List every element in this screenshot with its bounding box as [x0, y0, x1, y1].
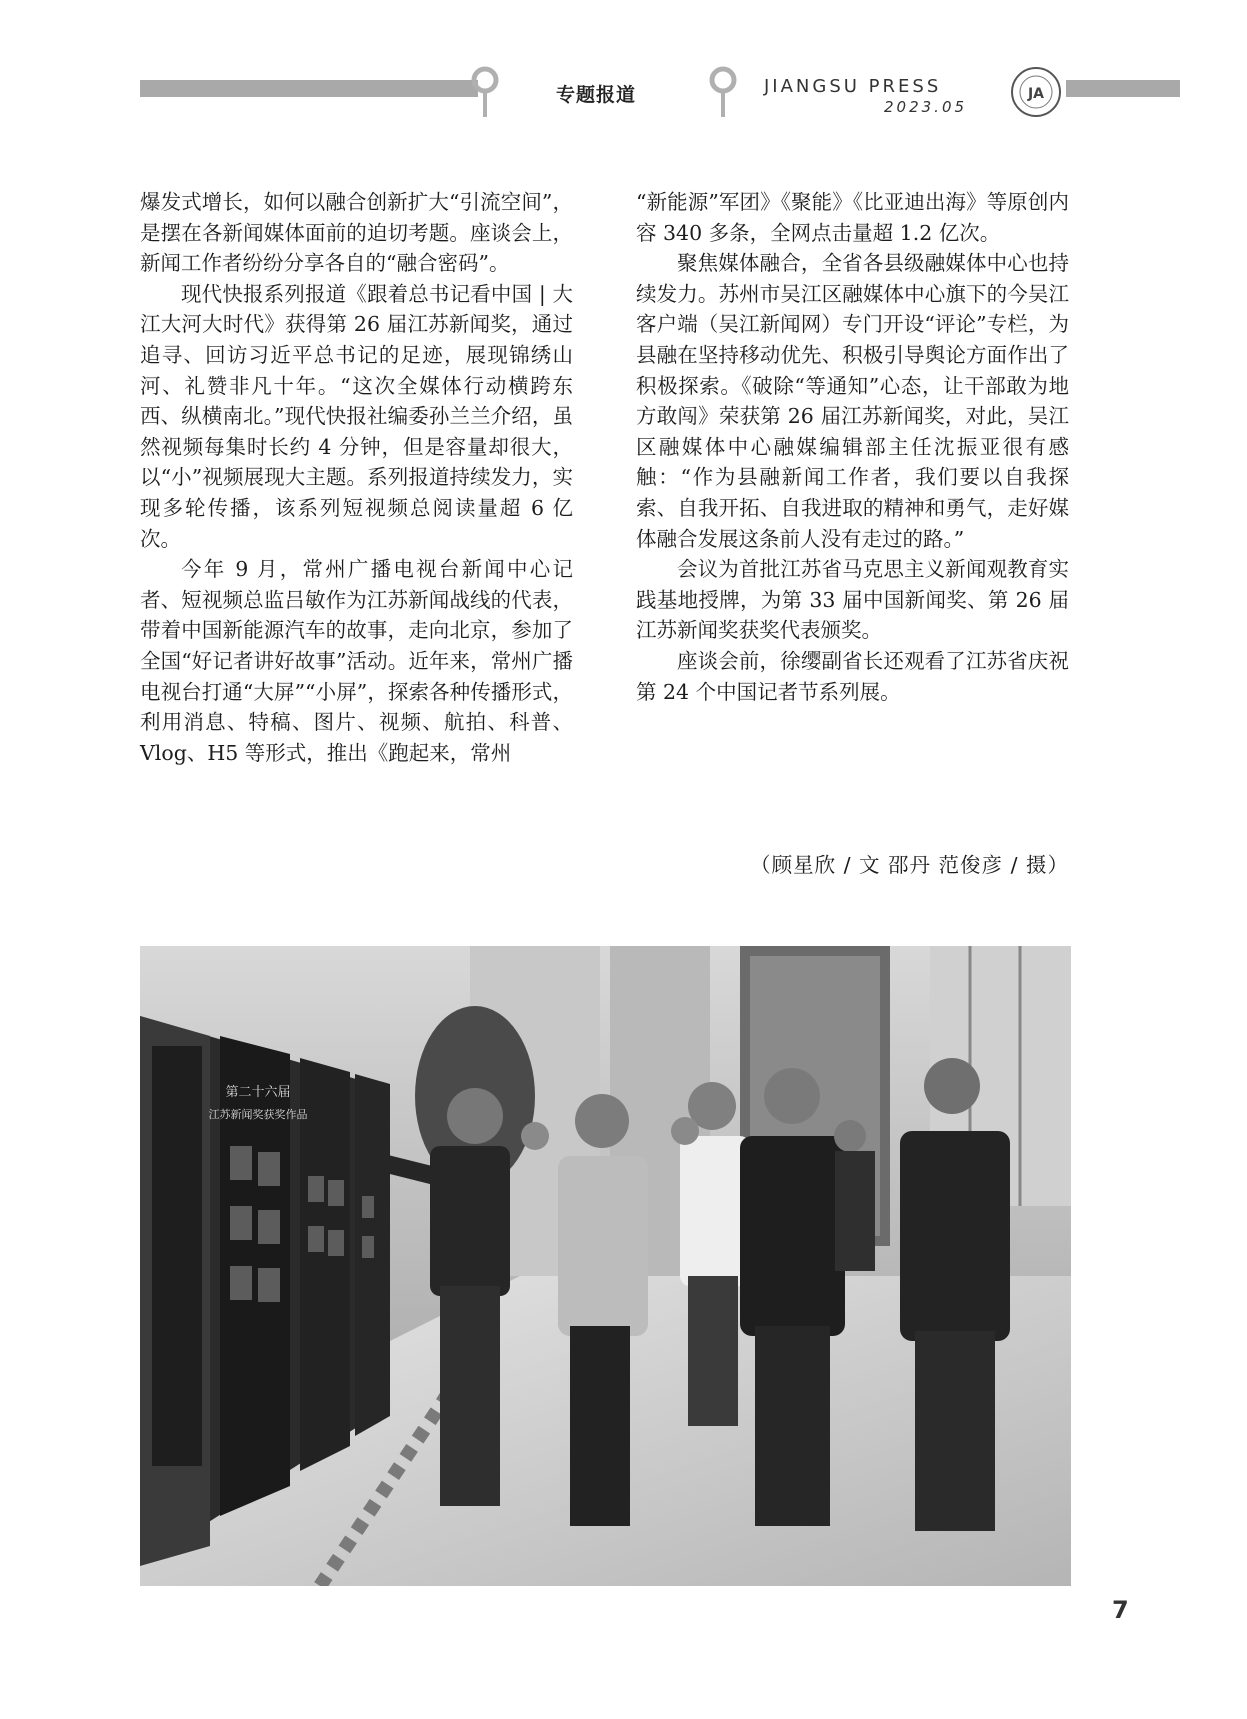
paragraph: 现代快报系列报道《跟着总书记看中国 | 大江大河大时代》获得第 26 届江苏新闻奖，通过追寻、回访习近平总书记的足迹，展现锦绣山河、礼赞非凡十年。“这次全媒体行动横跨东西、纵横南北。”现代快报社编委孙兰兰介绍，虽然视频每集时长约 4 分钟，但是容量却很大，以“小”视频展现大主题。系列报道持续发力，实现多轮传播，该系列短视频总阅读量超 6 亿次。: [140, 281, 573, 551]
header-rule-left: [140, 80, 478, 97]
photo-credit-byline: （顾星欣 / 文 邵丹 范俊彦 / 摄）: [750, 853, 1069, 877]
issue-number: 2023.05: [884, 98, 968, 116]
page-number: 7: [1112, 1596, 1129, 1624]
paragraph: 爆发式增长，如何以融合创新扩大“引流空间”，是摆在各新闻媒体面前的迫切考题。座谈会上，新闻工作者纷纷分享各自的“融合密码”。: [140, 190, 573, 276]
article-column-right: [636, 187, 1069, 707]
magazine-masthead: JIANGSU PRESS: [764, 76, 942, 97]
article-column-left: [140, 187, 573, 768]
section-title: 专题报道: [556, 84, 637, 106]
location-pin-icon: [708, 66, 738, 120]
paragraph: 聚焦媒体融合，全省各县级融媒体中心也持续发力。苏州市吴江区融媒体中心旗下的今吴江客户端（吴江新闻网）专门开设“评论”专栏，为县融在坚持移动优先、积极引导舆论方面作出了积极探索。《破除“等通知”心态，让干部敢为地方敢闯》荣获第 26 届江苏新闻奖，对此，吴江区融媒体中心融媒编辑部主任沈振亚很有感触：“作为县融新闻工作者，我们要以自我探索、自我开拓、自我进取的精神和勇气，走好媒体融合发展这条前人没有走过的路。”: [636, 251, 1069, 551]
header-rule-right: [1066, 80, 1180, 97]
board-title: 第二十六届: [225, 1085, 291, 1100]
exhibition-photo: [140, 946, 1071, 1586]
svg-text:JA: JA: [1027, 86, 1045, 102]
paragraph: 会议为首批江苏省马克思主义新闻观教育实践基地授牌，为第 33 届中国新闻奖、第 26 届江苏新闻奖获奖代表颁奖。: [636, 557, 1069, 643]
association-seal-logo: [1010, 66, 1062, 118]
location-pin-icon: [470, 66, 500, 120]
paragraph: 今年 9 月，常州广播电视台新闻中心记者、短视频总监吕敏作为江苏新闻战线的代表，带着中国新能源汽车的故事，走向北京，参加了全国“好记者讲好故事”活动。近年来，常州广播电视台打通“大屏”“小屏”，探索各种传播形式，利用消息、特稿、图片、视频、航拍、科普、Vlog、H5 等形式，推出《跑起来，常州: [140, 557, 573, 765]
paragraph: “新能源”军团》《聚能》《比亚迪出海》等原创内容 340 多条，全网点击量超 1.2 亿次。: [636, 190, 1069, 245]
paragraph: 座谈会前，徐缨副省长还观看了江苏省庆祝第 24 个中国记者节系列展。: [636, 648, 1069, 704]
board-subtitle: 江苏新闻奖获奖作品: [208, 1108, 308, 1121]
